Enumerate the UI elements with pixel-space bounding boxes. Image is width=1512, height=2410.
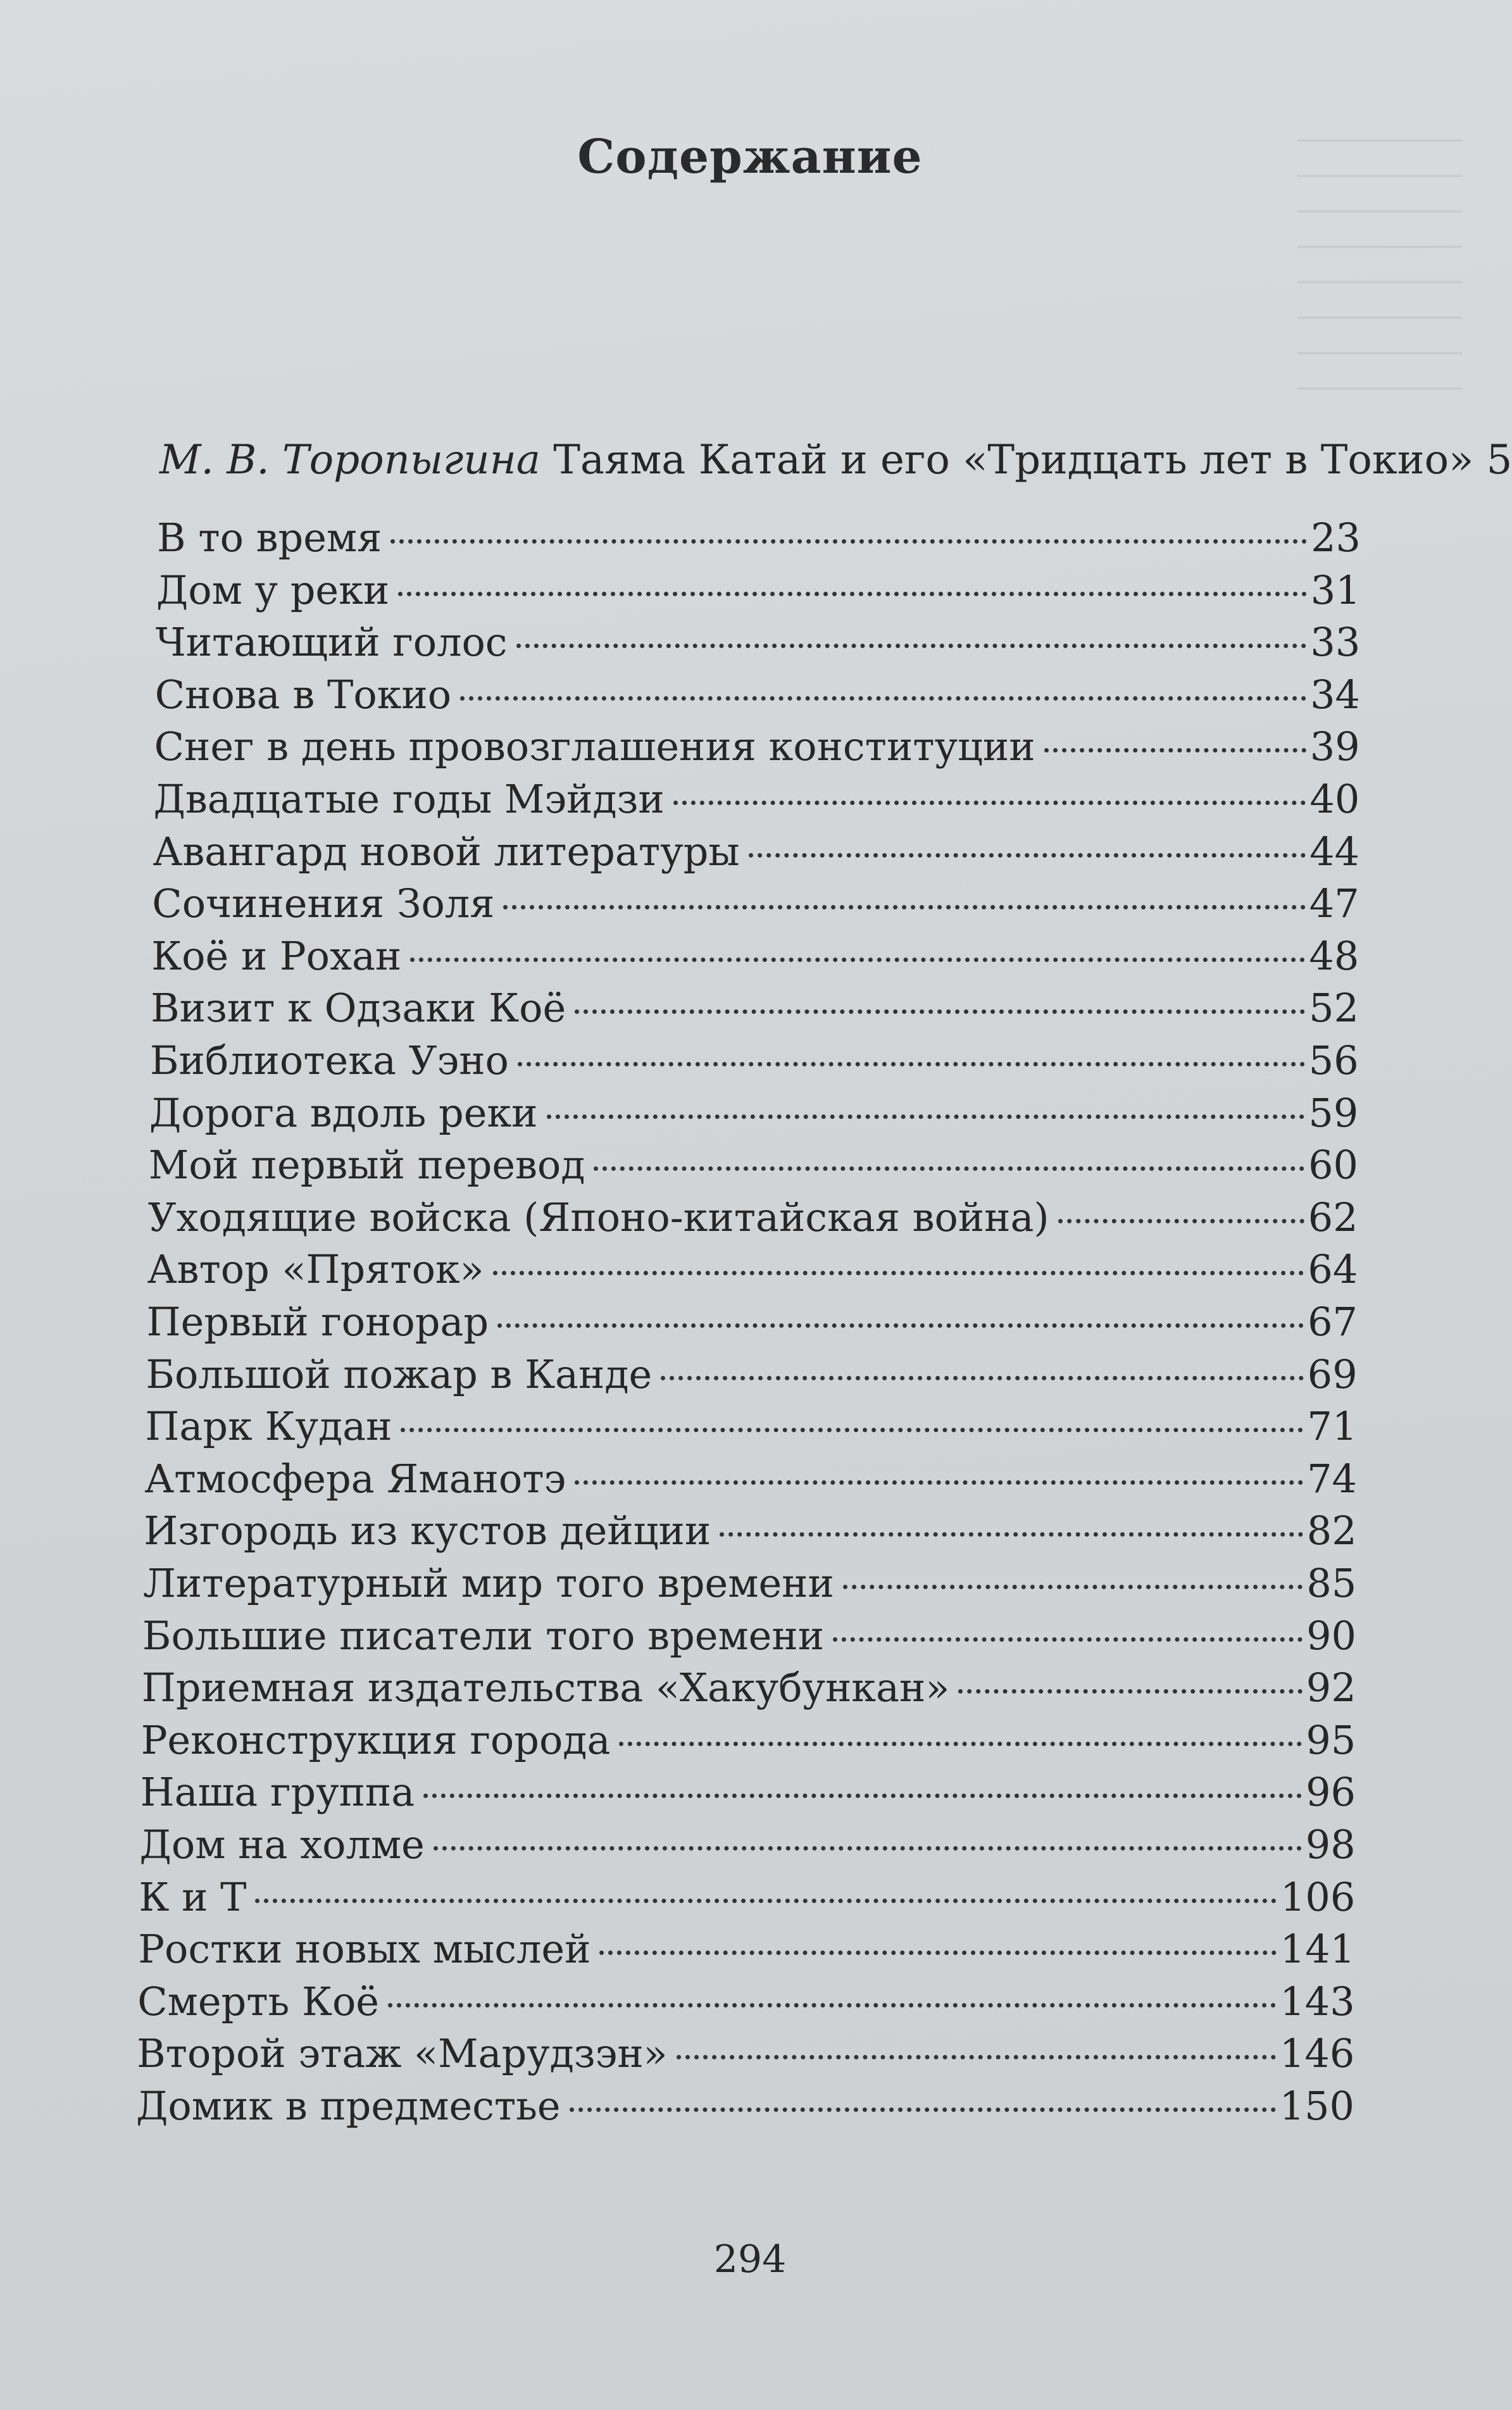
toc-entry	[149, 1088, 1358, 1139]
toc-entry-page: 90	[1306, 1612, 1356, 1659]
toc-entry-title: Уходящие войска (Японо-китайская война)	[147, 1194, 1049, 1240]
toc-entry	[148, 1192, 1358, 1243]
toc-entry-title: Изгородь из кустов дейции	[144, 1508, 711, 1554]
toc-entry	[139, 1872, 1355, 1923]
toc-entry-title: Снова в Токио	[154, 671, 452, 718]
toc-leader-dots	[493, 1271, 1304, 1275]
toc-entry	[144, 1506, 1357, 1556]
page-title: Содержание	[577, 130, 923, 184]
toc-entry	[137, 2028, 1354, 2079]
toc-entry	[143, 1558, 1356, 1609]
toc-entry	[141, 1767, 1356, 1818]
toc-entry-page: 33	[1310, 619, 1361, 666]
toc-entry-page: 82	[1306, 1508, 1357, 1554]
toc-entry-title: Авангард новой литературы	[153, 828, 740, 875]
toc-entry	[147, 1244, 1358, 1295]
toc-leader-dots	[434, 1846, 1302, 1851]
toc-leader-dots	[619, 1742, 1302, 1746]
toc-entry-title: Снег в день провозглашения конституции	[154, 723, 1035, 770]
toc-entry	[146, 1349, 1357, 1400]
toc-entry	[137, 1976, 1354, 2027]
toc-leader-dots	[518, 1062, 1305, 1066]
toc-entry-page: 40	[1309, 776, 1360, 822]
toc-leader-dots	[390, 539, 1307, 544]
toc-leader-dots	[516, 644, 1307, 648]
toc-entry-page: 44	[1309, 828, 1359, 875]
toc-entry	[138, 1924, 1355, 1975]
toc-entry	[151, 983, 1359, 1033]
toc-entry	[151, 931, 1359, 982]
toc-entry	[140, 1820, 1356, 1870]
toc-entry-title: Автор «Пряток»	[147, 1246, 484, 1293]
toc-entry-page: 67	[1308, 1299, 1358, 1345]
toc-leader-dots	[423, 1794, 1302, 1798]
toc-leader-dots	[833, 1637, 1303, 1642]
toc-entry-page: 56	[1308, 1037, 1359, 1083]
toc-leader-dots	[958, 1689, 1302, 1694]
intro-title: Таяма Катай и его «Тридцать лет в Токио»	[553, 437, 1474, 484]
toc-entry-title: Мой первый перевод	[148, 1142, 585, 1189]
toc-entry-page: 98	[1305, 1821, 1356, 1868]
toc-leader-dots	[599, 1951, 1276, 1955]
toc-entry-page: 34	[1310, 671, 1360, 718]
toc-entry-page: 106	[1280, 1873, 1356, 1920]
toc-entry-page: 85	[1306, 1560, 1357, 1606]
toc-entry	[156, 617, 1361, 668]
toc-entry	[144, 1454, 1357, 1504]
toc-entry-title: Парк Кудан	[145, 1403, 392, 1450]
toc-entry	[147, 1297, 1358, 1347]
toc-entry	[156, 565, 1361, 616]
page-number: 294	[713, 2237, 787, 2282]
toc-entry-title: Приемная издательства «Хакубункан»	[141, 1664, 950, 1711]
toc-entry	[150, 1035, 1359, 1086]
toc-entry-page: 141	[1280, 1926, 1355, 1973]
toc-entry-title: В то время	[157, 515, 382, 561]
toc-entry-title: Атмосфера Яманотэ	[144, 1455, 566, 1502]
toc-leader-dots	[388, 2003, 1276, 2007]
toc-entry-title: Дом на холме	[139, 1821, 425, 1868]
toc-entry	[152, 878, 1359, 929]
toc-entry-page: 48	[1309, 932, 1359, 979]
toc-leader-dots	[673, 801, 1306, 805]
toc-entry-page: 23	[1311, 515, 1361, 561]
toc-entry-title: Сочинения Золя	[152, 880, 495, 927]
toc-entry-title: Коё и Рохан	[151, 932, 402, 979]
toc-leader-dots	[570, 2107, 1276, 2112]
toc-entry-title: Смерть Коё	[137, 1978, 379, 2025]
toc-entry-title: К и Т	[139, 1873, 247, 1920]
toc-entry	[136, 2081, 1354, 2132]
toc-leader-dots	[255, 1899, 1277, 1903]
toc-entry-title: Библиотека Уэно	[150, 1037, 509, 1083]
toc-leader-dots	[398, 592, 1307, 596]
toc-entry-title: Визит к Одзаки Коё	[151, 985, 566, 1032]
toc-entry-page: 39	[1309, 723, 1360, 770]
toc-entry-page: 64	[1308, 1246, 1358, 1293]
toc-entry-title: Домик в предместье	[136, 2083, 561, 2129]
toc-entry-title: Наша группа	[140, 1769, 415, 1816]
toc-entry-title: Ростки новых мыслей	[138, 1926, 591, 1973]
toc-entry	[157, 513, 1361, 563]
toc-entry	[142, 1611, 1356, 1661]
toc-entry-page: 69	[1307, 1351, 1358, 1397]
toc-leader-dots	[547, 1114, 1305, 1119]
toc-leader-dots	[503, 905, 1305, 909]
toc-entry	[154, 721, 1360, 772]
toc-leader-dots	[1044, 748, 1306, 752]
toc-entry-page: 71	[1307, 1403, 1358, 1450]
toc-leader-dots	[401, 1428, 1303, 1432]
toc-leader-dots	[843, 1585, 1303, 1589]
toc-entry-title: Литературный мир того времени	[143, 1560, 834, 1606]
toc-leader-dots	[677, 2055, 1276, 2059]
toc-entry-page: 143	[1280, 1978, 1355, 2025]
toc-entry-page: 92	[1306, 1664, 1356, 1711]
toc-entry-page: 52	[1309, 985, 1359, 1032]
intro-author: М. В. Торопыгина	[159, 437, 540, 484]
toc-entry-title: Большой пожар в Канде	[146, 1351, 653, 1397]
toc-entry	[145, 1401, 1357, 1452]
toc-entry-page: 150	[1279, 2083, 1354, 2129]
toc-entry-page: 74	[1307, 1455, 1357, 1502]
toc-leader-dots	[720, 1532, 1303, 1537]
toc-leader-dots	[1058, 1219, 1304, 1223]
toc-entry-page: 95	[1306, 1716, 1356, 1763]
toc-leader-dots	[575, 1009, 1305, 1014]
toc-entry	[155, 670, 1360, 720]
toc-leader-dots	[410, 958, 1305, 962]
toc-entry-page: 62	[1308, 1194, 1358, 1240]
toc-entry-title: Большие писатели того времени	[142, 1612, 825, 1659]
toc-leader-dots	[575, 1480, 1303, 1485]
toc-entry-page: 59	[1308, 1089, 1359, 1136]
toc-entry-title: Читающий голос	[155, 619, 508, 666]
toc-entry-page: 60	[1308, 1142, 1358, 1189]
toc-entry	[142, 1663, 1356, 1713]
toc-entry	[149, 1140, 1358, 1190]
toc-entry-page: 31	[1310, 566, 1361, 613]
toc-leader-dots	[594, 1166, 1304, 1171]
toc-entry-title: Первый гонорар	[146, 1299, 489, 1345]
toc-leader-dots	[661, 1376, 1304, 1380]
toc-leader-dots	[749, 853, 1306, 858]
toc-entry-title: Дорога вдоль реки	[149, 1089, 538, 1136]
toc-leader-dots	[497, 1323, 1304, 1328]
toc-leader-dots	[460, 696, 1306, 701]
toc-entry-title: Двадцатые годы Мэйдзи	[153, 776, 665, 822]
toc-entry	[153, 827, 1359, 877]
toc-entry-page: 96	[1306, 1769, 1356, 1816]
intro-page: 5	[1486, 437, 1512, 484]
toc-entry-page: 47	[1309, 880, 1359, 927]
toc-entry	[154, 774, 1360, 825]
toc-entry-page: 146	[1279, 2030, 1355, 2077]
toc-entry-title: Второй этаж «Марудзэн»	[137, 2030, 668, 2077]
toc-entry-title: Дом у реки	[156, 566, 390, 613]
toc-entry	[141, 1715, 1356, 1766]
intro-entry	[159, 437, 1512, 484]
toc-entry-title: Реконструкция города	[141, 1716, 611, 1763]
